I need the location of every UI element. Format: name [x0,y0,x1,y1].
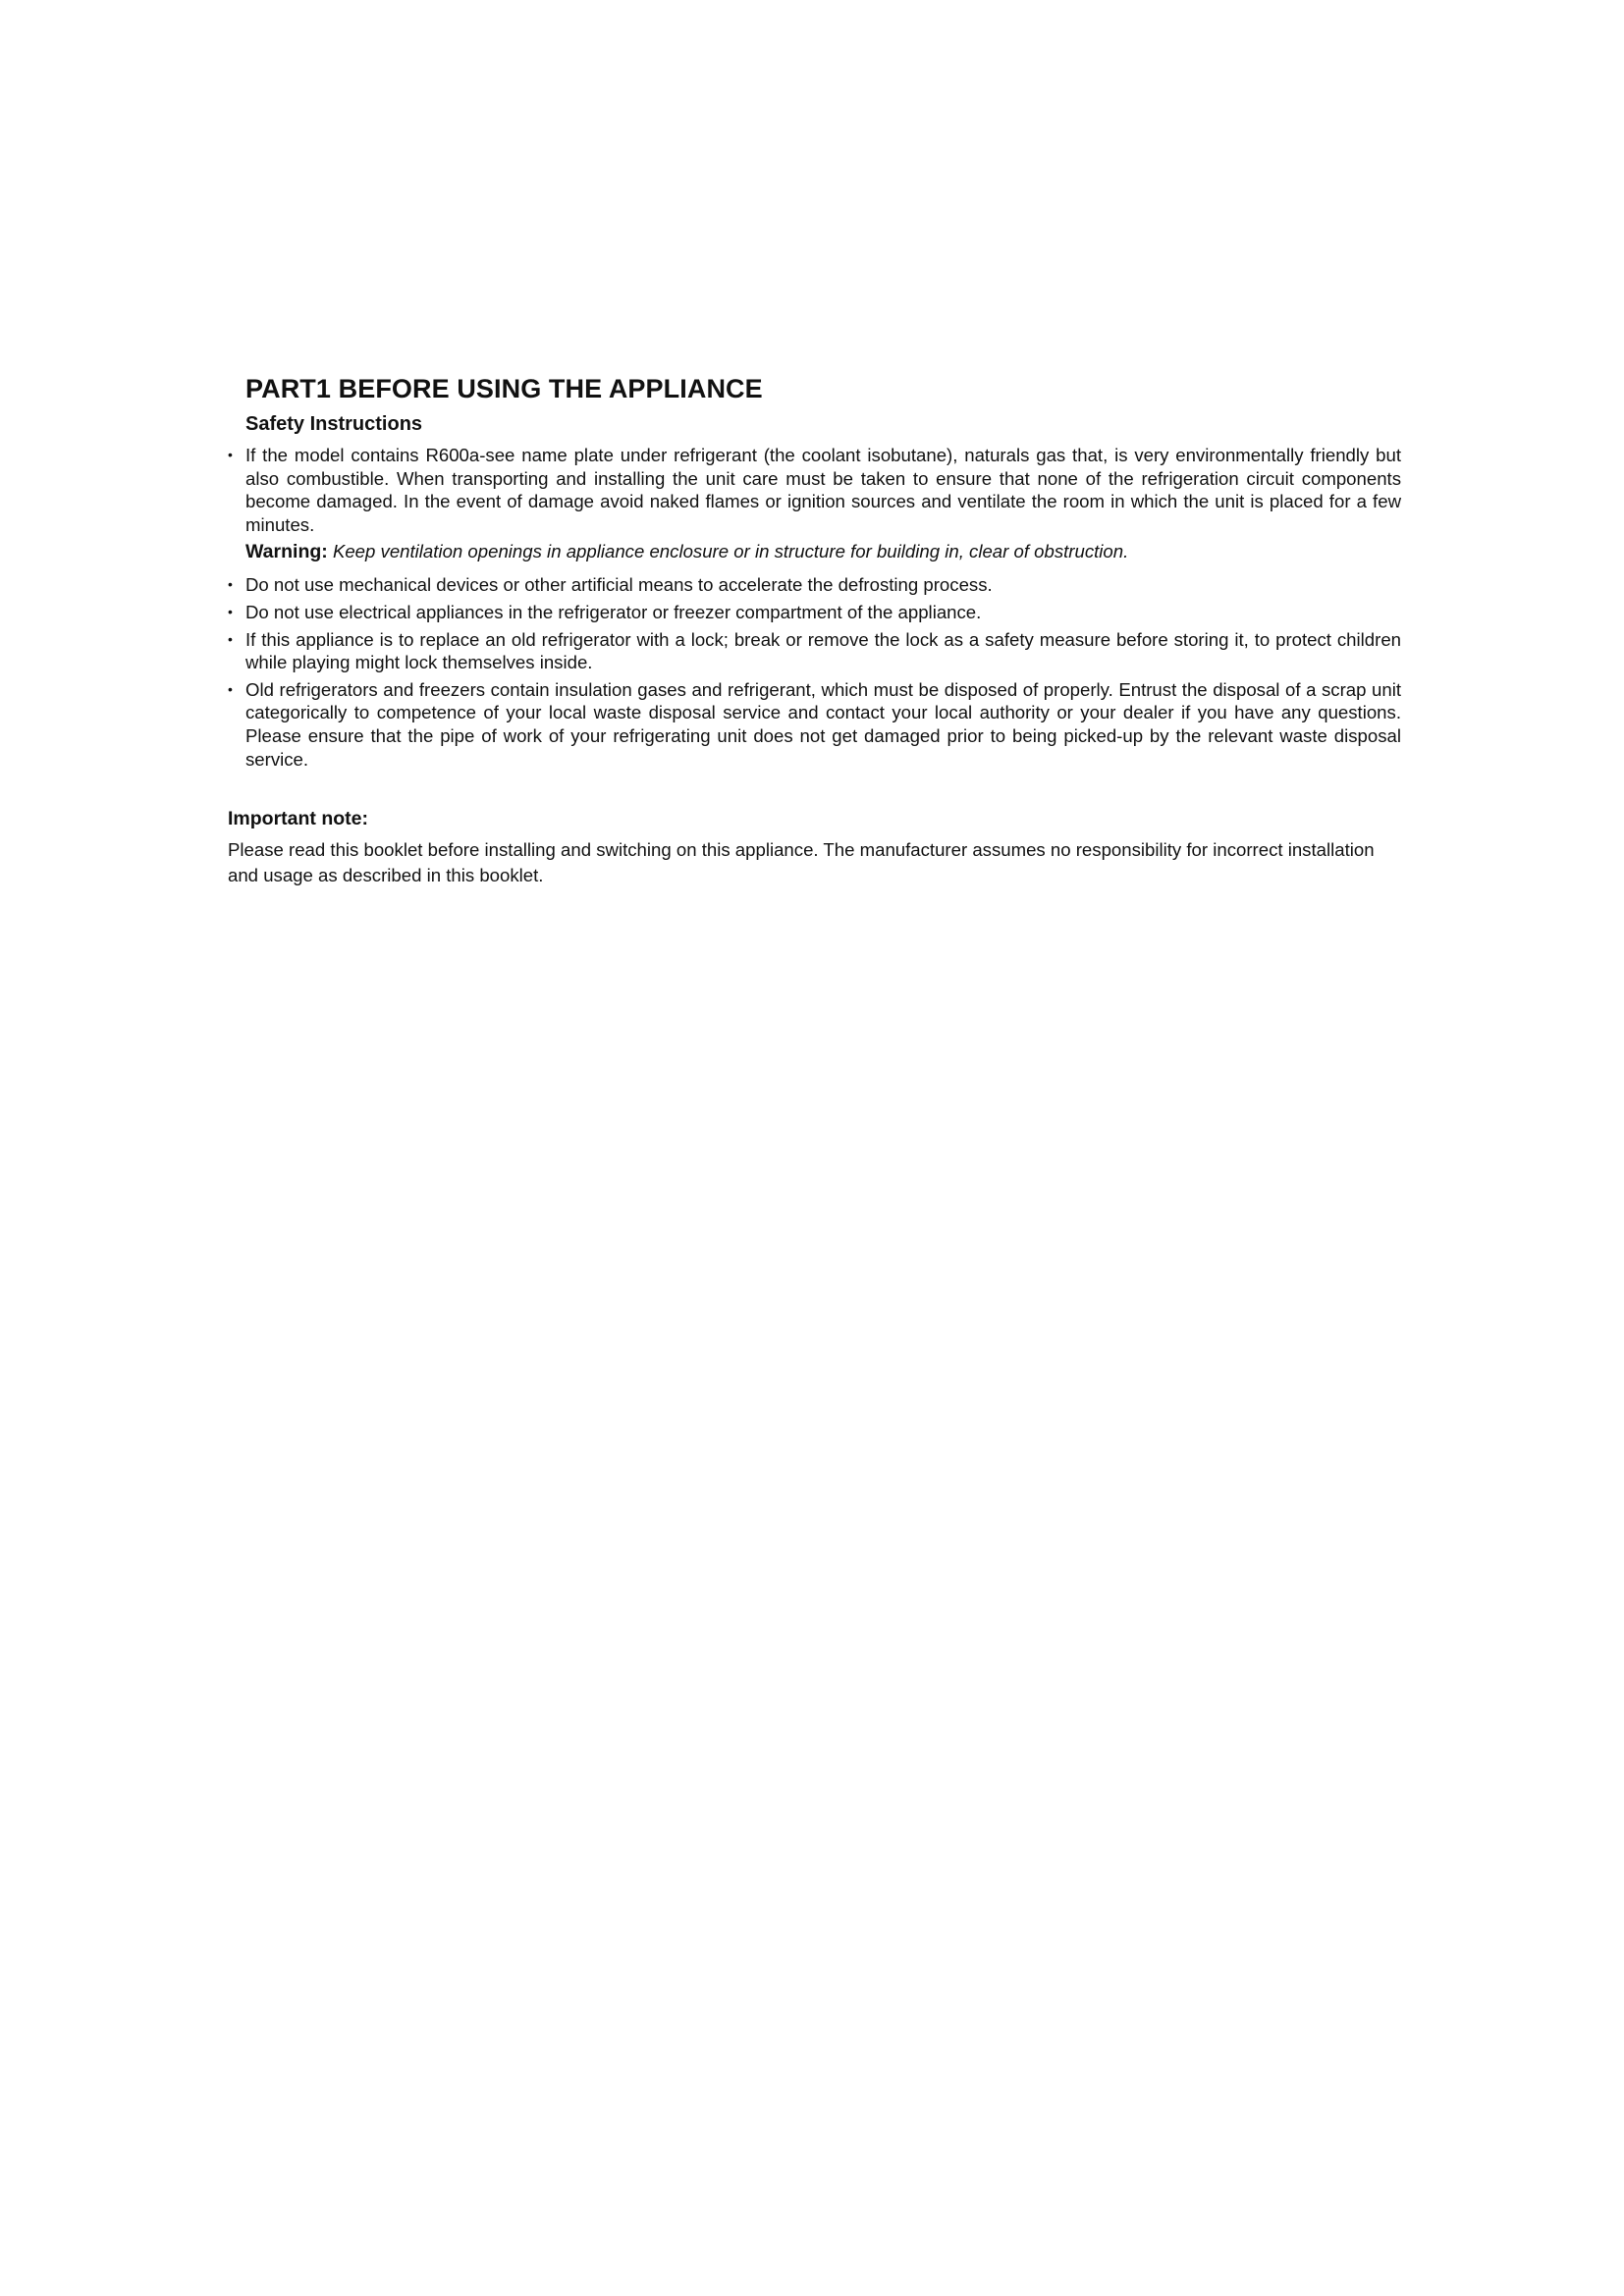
part-title: PART1 BEFORE USING THE APPLIANCE [245,374,763,403]
list-item-text: Do not use electrical appliances in the refrigerator or freezer compartment of the appliance. [245,601,982,622]
list-item-text: If the model contains R600a-see name plate under refrigerant (the coolant isobutane), naturals gas that, is very environmentally friendly but also combustible. When transporting and installing the unit care must be taken to ensure that none of the refrigeration circuit components become damaged. In the event of damage avoid naked flames or ignition sources and ventilate the room in which the unit is placed for a few minutes. [245,445,1401,535]
list-item [228,601,1401,624]
bullet-icon: • [228,576,233,593]
list-item [228,573,1401,597]
list-item-text: Old refrigerators and freezers contain insulation gases and refrigerant, which must be disposed of properly. Entrust the disposal of a scrap unit categorically to competence of your local waste disposal service and contact your local authority or your dealer if you have any questions. Please ensure that the pipe of work of your refrigerating unit does not get damaged prior to being picked-up by the relevant waste disposal service. [245,678,1401,770]
important-note-body: Please read this booklet before installing and switching on this appliance. The manufacturer assumes no responsibility for incorrect installation and usage as described in this booklet. [228,839,1375,886]
bullet-icon: • [228,603,233,619]
list-item [228,678,1401,771]
list-item [228,444,1401,536]
section-title: Safety Instructions [245,413,423,435]
bullet-icon: • [228,680,233,697]
warning-text: Keep ventilation openings in appliance enclosure or in structure for building in, clear of obstruction. [332,541,1129,562]
important-note-title: Important note: [228,808,368,830]
list-item-text: If this appliance is to replace an old refrigerator with a lock; break or remove the lock as a safety measure before storing it, to protect children while playing might lock themselves inside. [245,628,1401,673]
bullet-icon: • [228,630,233,647]
page-content [228,371,1401,888]
bullet-icon: • [228,447,233,462]
warning-note [245,540,1401,563]
list-item-text: Do not use mechanical devices or other artificial means to accelerate the defrosting process. [245,574,993,596]
safety-list-first [228,444,1401,536]
safety-list-rest [228,573,1401,771]
list-item [228,628,1401,674]
warning-label: Warning: [245,541,328,563]
